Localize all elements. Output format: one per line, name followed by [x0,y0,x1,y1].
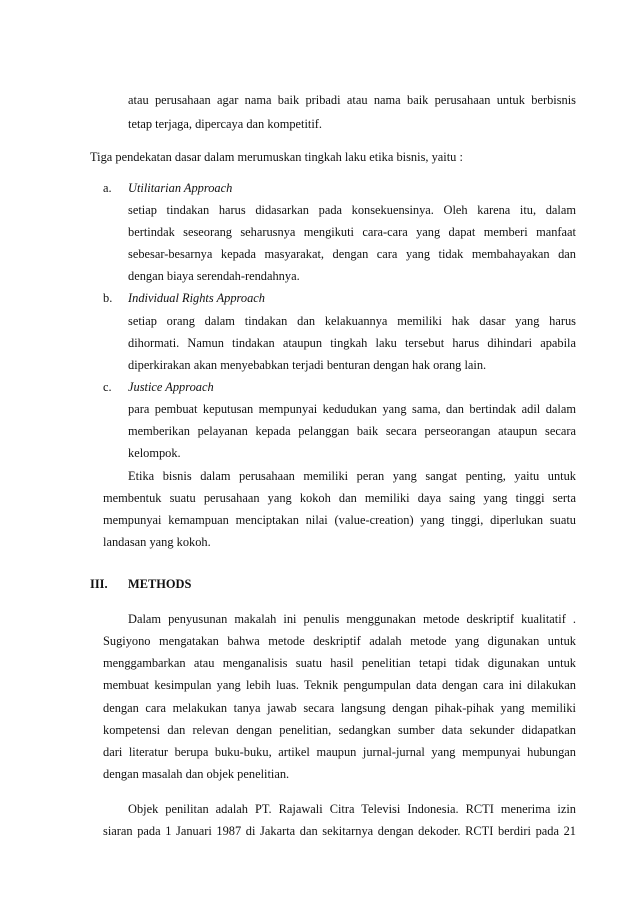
body-text-line: memberikan pelayanan kepada pelanggan baik secara perseorangan ataupun secara [128,424,576,438]
body-text-line: dari literatur berupa buku-buku, artikel maupun jurnal-jurnal yang mempunyai hubungan [103,745,576,759]
body-text-line: Sugiyono mengatakan bahwa metode deskriptif adalah metode yang digunakan untuk [103,634,576,648]
body-text-line: menggambarkan atau menganalisis suatu hasil penelitian tetapi tidak digunakan untuk [103,656,576,670]
body-text-line: kelompok. [128,446,181,460]
body-text-line: tetap terjaga, dipercaya dan kompetitif. [128,117,323,131]
body-text-line: dengan masalah dan objek penelitian. [103,767,290,781]
body-text-line: membentuk suatu perusahaan yang kokoh dan memiliki daya saing yang tinggi serta [103,491,576,505]
body-text-line: kompetensi dan relevan dengan penelitian, sedangkan sumber data sekunder didapatkan [103,723,576,737]
body-text-line: siaran pada 1 Januari 1987 di Jakarta dan sekitarnya dengan dekoder. RCTI berdiri pada 21 [103,824,576,838]
body-text-line: Objek penilitan adalah PT. Rajawali Citra Televisi Indonesia. RCTI menerima izin [128,802,576,816]
section-number: III. [90,577,108,591]
body-text-line: dengan biaya serendah-rendahnya. [128,269,300,283]
approach-title: Utilitarian Approach [128,181,233,195]
body-text-line: setiap orang dalam tindakan dan kelakuannya memiliki hak dasar yang harus [128,314,576,328]
body-text-line: Dalam penyusunan makalah ini penulis menggunakan metode deskriptif kualitatif . [128,612,576,626]
approaches-intro: Tiga pendekatan dasar dalam merumuskan tingkah laku etika bisnis, yaitu : [90,150,463,164]
body-text-line: membuat kesimpulan yang lebih luas. Teknik pengumpulan data dengan cara ini dilakukan [103,678,576,692]
body-text-line: Etika bisnis dalam perusahaan memiliki peran yang sangat penting, yaitu untuk [128,469,576,483]
body-text-line: setiap tindakan harus didasarkan pada konsekuensinya. Oleh karena itu, dalam [128,203,576,217]
section-title: METHODS [128,577,192,591]
body-text-line: mempunyai kemampuan menciptakan nilai (value-creation) yang tinggi, diperlukan suatu [103,513,576,527]
body-text-line: atau perusahaan agar nama baik pribadi atau nama baik perusahaan untuk berbisnis [128,93,576,107]
body-text-line: bertindak seseorang seharusnya mengikuti cara-cara yang dapat memberi manfaat [128,225,576,239]
body-text-line: dihormati. Namun tindakan ataupun tingkah laku tersebut harus dihindari apabila [128,336,576,350]
list-marker: a. [103,181,112,195]
approach-title: Justice Approach [128,380,214,394]
body-text-line: sebesar-besarnya kepada masyarakat, dengan cara yang tidak membahayakan dan [128,247,576,261]
list-marker: c. [103,380,112,394]
list-marker: b. [103,291,113,305]
body-text-line: dengan cara melakukan tanya jawab secara langsung dengan pihak-pihak yang memiliki [103,701,576,715]
body-text-line: landasan yang kokoh. [103,535,211,549]
body-text-line: para pembuat keputusan mempunyai kedudukan yang sama, dan bertindak adil dalam [128,402,576,416]
approach-title: Individual Rights Approach [128,291,265,305]
body-text-line: diperkirakan akan menyebabkan terjadi benturan dengan hak orang lain. [128,358,487,372]
